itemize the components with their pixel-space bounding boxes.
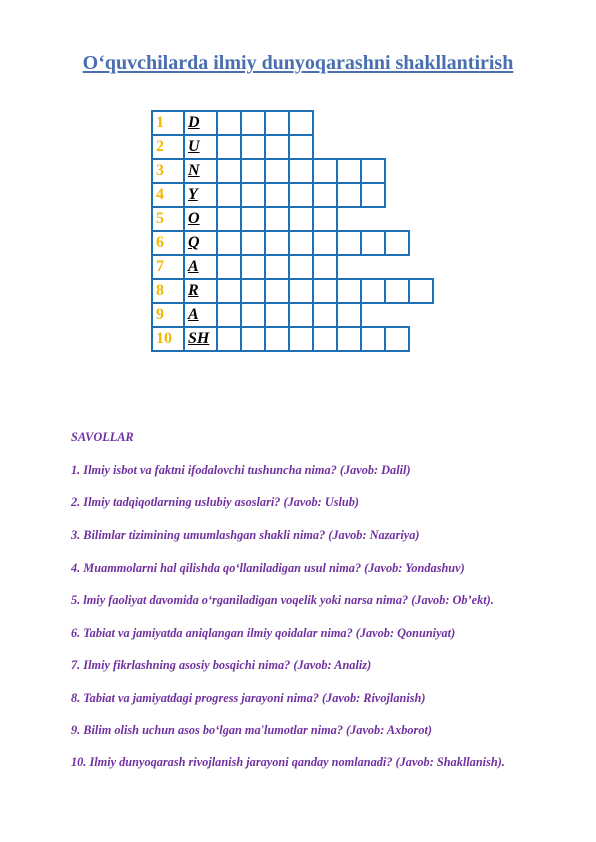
crossword-blank-cell[interactable] — [216, 254, 242, 280]
crossword-blank-cell[interactable] — [264, 206, 290, 232]
crossword-row — [151, 134, 312, 160]
crossword-blank-cell[interactable] — [216, 134, 242, 160]
question-5: 5. lmiy faoliyat davomida o‘rganiladigan voqelik yoki narsa nima? (Javob: Ob’ekt). — [71, 593, 494, 607]
crossword-row — [151, 158, 384, 184]
question-4: 4. Muammolarni hal qilishda qo‘llaniladigan usul nima? (Javob: Yondashuv) — [71, 561, 465, 575]
question-6: 6. Tabiat va jamiyatda aniqlangan ilmiy qoidalar nima? (Javob: Qonuniyat) — [71, 626, 456, 640]
crossword-row-number: 2 — [151, 134, 185, 160]
crossword-blank-cell[interactable] — [384, 230, 410, 256]
question-10: 10. Ilmiy dunyoqarash rivojlanish jarayoni qanday nomlanadi? (Javob: Shakllanish). — [71, 755, 505, 769]
crossword-blank-cell[interactable] — [216, 302, 242, 328]
crossword-blank-cell[interactable] — [360, 230, 386, 256]
crossword-start-letter: SH — [183, 326, 218, 352]
crossword-blank-cell[interactable] — [216, 158, 242, 184]
question-3: 3. Bilimlar tizimining umumlashgan shakli nima? (Javob: Nazariya) — [71, 528, 420, 542]
crossword-blank-cell[interactable] — [216, 326, 242, 352]
crossword-blank-cell[interactable] — [240, 278, 266, 304]
question-7: 7. Ilmiy fikrlashning asosiy bosqichi nima? (Javob: Analiz) — [71, 658, 372, 672]
crossword-blank-cell[interactable] — [360, 278, 386, 304]
crossword-row — [151, 230, 408, 256]
crossword-row-number: 6 — [151, 230, 185, 256]
crossword-start-letter: U — [183, 134, 218, 160]
crossword-start-letter: N — [183, 158, 218, 184]
crossword-blank-cell[interactable] — [240, 110, 266, 136]
crossword-blank-cell[interactable] — [240, 254, 266, 280]
questions-heading: SAVOLLAR — [71, 430, 134, 444]
crossword-blank-cell[interactable] — [312, 326, 338, 352]
crossword-blank-cell[interactable] — [336, 182, 362, 208]
crossword-blank-cell[interactable] — [312, 278, 338, 304]
crossword-blank-cell[interactable] — [336, 158, 362, 184]
crossword-blank-cell[interactable] — [264, 326, 290, 352]
crossword-start-letter: R — [183, 278, 218, 304]
crossword-blank-cell[interactable] — [312, 302, 338, 328]
crossword-blank-cell[interactable] — [288, 182, 314, 208]
crossword-row-number: 5 — [151, 206, 185, 232]
crossword-blank-cell[interactable] — [240, 134, 266, 160]
question-8: 8. Tabiat va jamiyatdagi progress jarayoni nima? (Javob: Rivojlanish) — [71, 691, 426, 705]
crossword-blank-cell[interactable] — [240, 230, 266, 256]
crossword-start-letter: A — [183, 302, 218, 328]
crossword-row-number: 1 — [151, 110, 185, 136]
crossword-start-letter: Y — [183, 182, 218, 208]
question-9: 9. Bilim olish uchun asos bo‘lgan ma'lumotlar nima? (Javob: Axborot) — [71, 723, 432, 737]
crossword-row — [151, 206, 336, 232]
crossword-start-letter: A — [183, 254, 218, 280]
crossword-blank-cell[interactable] — [288, 326, 314, 352]
crossword-blank-cell[interactable] — [360, 326, 386, 352]
crossword-row — [151, 254, 336, 280]
crossword-row-number: 9 — [151, 302, 185, 328]
crossword-row — [151, 326, 408, 352]
crossword-blank-cell[interactable] — [264, 254, 290, 280]
crossword-row — [151, 278, 432, 304]
question-2: 2. Ilmiy tadqiqotlarning uslubiy asoslari? (Javob: Uslub) — [71, 495, 359, 509]
crossword-blank-cell[interactable] — [336, 278, 362, 304]
crossword-blank-cell[interactable] — [288, 254, 314, 280]
crossword-row — [151, 110, 312, 136]
crossword-blank-cell[interactable] — [288, 134, 314, 160]
crossword-blank-cell[interactable] — [240, 158, 266, 184]
crossword-blank-cell[interactable] — [288, 206, 314, 232]
crossword-row — [151, 302, 360, 328]
crossword-start-letter: O — [183, 206, 218, 232]
crossword-blank-cell[interactable] — [288, 230, 314, 256]
crossword-row — [151, 182, 384, 208]
crossword-blank-cell[interactable] — [312, 182, 338, 208]
crossword-blank-cell[interactable] — [216, 206, 242, 232]
crossword-blank-cell[interactable] — [264, 230, 290, 256]
crossword-blank-cell[interactable] — [312, 230, 338, 256]
crossword-blank-cell[interactable] — [336, 302, 362, 328]
crossword-blank-cell[interactable] — [336, 326, 362, 352]
crossword-blank-cell[interactable] — [240, 206, 266, 232]
crossword-blank-cell[interactable] — [264, 182, 290, 208]
crossword-blank-cell[interactable] — [312, 158, 338, 184]
crossword-blank-cell[interactable] — [264, 278, 290, 304]
crossword-blank-cell[interactable] — [384, 326, 410, 352]
crossword-blank-cell[interactable] — [384, 278, 410, 304]
crossword-row-number: 3 — [151, 158, 185, 184]
crossword-blank-cell[interactable] — [240, 326, 266, 352]
crossword-blank-cell[interactable] — [288, 302, 314, 328]
crossword-blank-cell[interactable] — [240, 182, 266, 208]
crossword-blank-cell[interactable] — [288, 278, 314, 304]
crossword-blank-cell[interactable] — [336, 230, 362, 256]
crossword-blank-cell[interactable] — [312, 254, 338, 280]
crossword-blank-cell[interactable] — [216, 230, 242, 256]
crossword-blank-cell[interactable] — [216, 182, 242, 208]
crossword-row-number: 8 — [151, 278, 185, 304]
crossword-blank-cell[interactable] — [264, 158, 290, 184]
crossword-blank-cell[interactable] — [360, 182, 386, 208]
crossword-blank-cell[interactable] — [216, 110, 242, 136]
crossword-row-number: 4 — [151, 182, 185, 208]
crossword-start-letter: Q — [183, 230, 218, 256]
crossword-blank-cell[interactable] — [288, 158, 314, 184]
crossword-start-letter: D — [183, 110, 218, 136]
crossword-row-number: 10 — [151, 326, 185, 352]
crossword-blank-cell[interactable] — [264, 110, 290, 136]
crossword-blank-cell[interactable] — [312, 206, 338, 232]
crossword-blank-cell[interactable] — [288, 110, 314, 136]
page-title: O‘quvchilarda ilmiy dunyoqarashni shakllantirish — [82, 52, 514, 74]
crossword-blank-cell[interactable] — [264, 134, 290, 160]
question-1: 1. Ilmiy isbot va faktni ifodalovchi tushuncha nima? (Javob: Dalil) — [71, 463, 411, 477]
crossword-blank-cell[interactable] — [264, 302, 290, 328]
crossword-row-number: 7 — [151, 254, 185, 280]
crossword-blank-cell[interactable] — [240, 302, 266, 328]
crossword-blank-cell[interactable] — [216, 278, 242, 304]
crossword-blank-cell[interactable] — [360, 158, 386, 184]
crossword-blank-cell[interactable] — [408, 278, 434, 304]
